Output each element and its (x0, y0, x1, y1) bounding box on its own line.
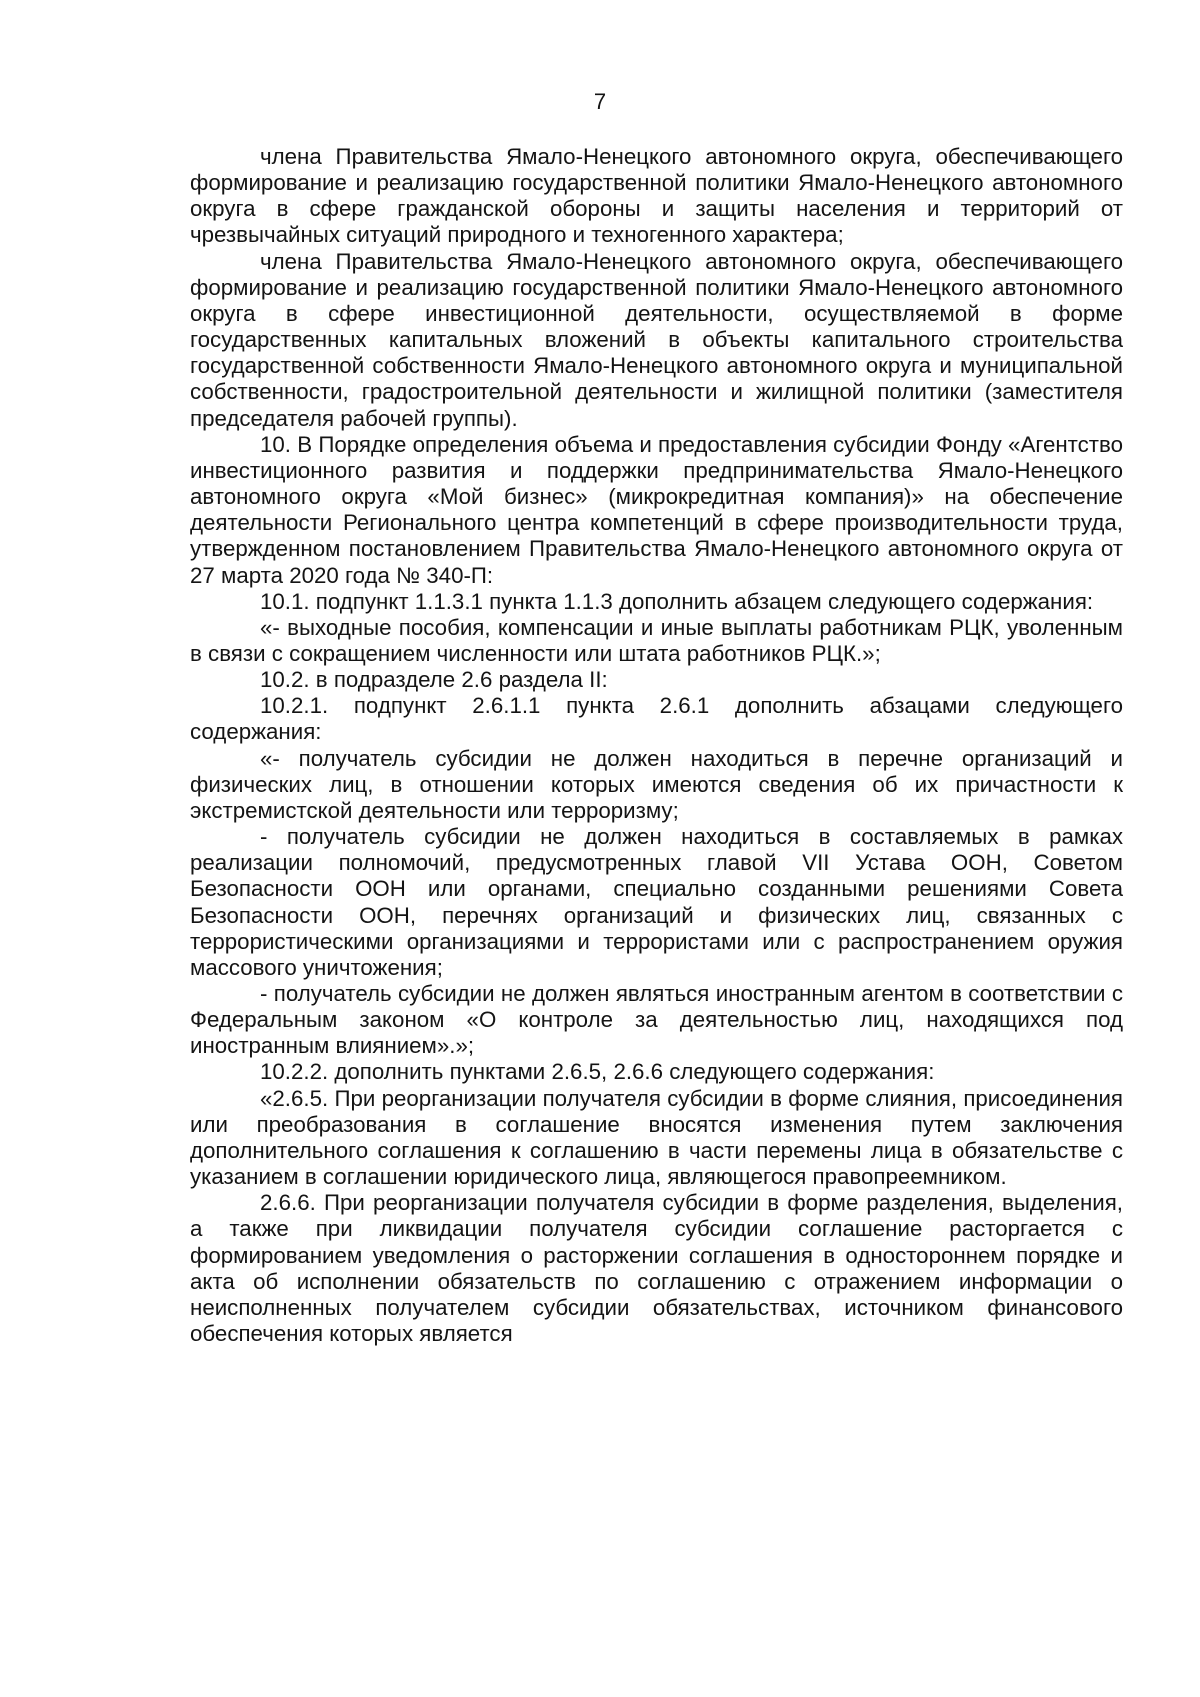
paragraph: - получатель субсидии не должен находиться в составляемых в рамках реализации полномочий, предусмотренных главой VII Устава ООН, Советом Безопасности ООН или органами, специально созданными решениями Совета Безопасности ООН, перечнях организаций и физических лиц, связанных с террористическими организациями и террористами или с распространением оружия массового уничтожения; (190, 824, 1123, 980)
paragraph: «- выходные пособия, компенсации и иные выплаты работникам РЦК, уволенным в связи с сокращением численности или штата работников РЦК.»; (190, 614, 1123, 666)
paragraph: 10. В Порядке определения объема и предоставления субсидии Фонду «Агентство инвестиционного развития и поддержки предпринимательства Ямало-Ненецкого автономного округа «Мой бизнес» (микрокредитная компания)» на обеспечение деятельности Регионального центра компетенций в сфере производительности труда, утвержденном постановлением Правительства Ямало-Ненецкого автономного округа от 27 марта 2020 года № 340-П: (190, 431, 1123, 588)
paragraph: 2.6.6. При реорганизации получателя субсидии в форме разделения, выделения, а также при ликвидации получателя субсидии соглашение расторгается с формированием уведомления о расторжении соглашения в одностороннем порядке и акта об исполнении обязательств по соглашению с отражением информации о неисполненных получателем субсидии обязательствах, источником финансового обеспечения которых является (190, 1190, 1123, 1347)
paragraph: члена Правительства Ямало-Ненецкого автономного округа, обеспечивающего формирование и реализацию государственной политики Ямало-Ненецкого автономного округа в сфере гражданской обороны и защиты населения и территорий от чрезвычайных ситуаций природного и техногенного характера; (190, 144, 1123, 248)
document-body (190, 144, 1123, 1347)
paragraph: - получатель субсидии не должен являться иностранным агентом в соответствии с Федеральным законом «О контроле за деятельностью лиц, находящихся под иностранным влиянием».»; (190, 981, 1123, 1059)
paragraph: 10.2.2. дополнить пунктами 2.6.5, 2.6.6 следующего содержания: (260, 1059, 935, 1085)
paragraph: члена Правительства Ямало-Ненецкого автономного округа, обеспечивающего формирование и реализацию государственной политики Ямало-Ненецкого автономного округа в сфере инвестиционной деятельности, осуществляемой в форме государственных капитальных вложений в объекты капитального строительства государственной собственности Ямало-Ненецкого автономного округа и муниципальной собственности, градостроительной деятельности и жилищной политики (заместителя председателя рабочей группы). (190, 248, 1123, 431)
paragraph: «2.6.5. При реорганизации получателя субсидии в форме слияния, присоединения или преобразования в соглашение вносятся изменения путем заключения дополнительного соглашения к соглашению в части перемены лица в обязательстве с указанием в соглашении юридического лица, являющегося правопреемником. (190, 1085, 1123, 1190)
paragraph: 10.2. в подразделе 2.6 раздела II: (260, 667, 608, 693)
page-number: 7 (593, 89, 607, 114)
paragraph: 10.1. подпункт 1.1.3.1 пункта 1.1.3 дополнить абзацем следующего содержания: (260, 588, 1094, 614)
paragraph: «- получатель субсидии не должен находиться в перечне организаций и физических лиц, в отношении которых имеются сведения об их причастности к экстремистской деятельности или терроризму; (190, 745, 1123, 823)
paragraph: 10.2.1. подпункт 2.6.1.1 пункта 2.6.1 дополнить абзацами следующего содержания: (190, 693, 1123, 745)
